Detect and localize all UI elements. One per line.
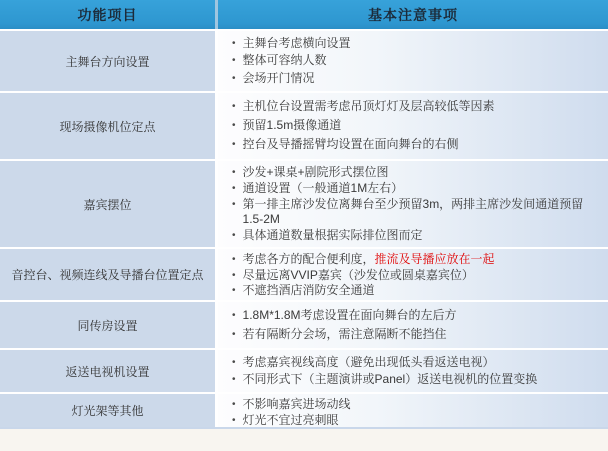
bullet-icon: • — [232, 356, 236, 368]
bullet-text: 若有隔断分会场，需注意隔断不能挡住 — [242, 326, 447, 341]
bullet-icon: • — [232, 373, 236, 385]
bullet-icon: • — [232, 229, 236, 241]
bullet-text: 考虑各方的配合便利度， — [242, 252, 375, 266]
bullet-icon: • — [232, 269, 236, 281]
bullet-text: 预留1.5m摄像通道 — [242, 118, 342, 133]
table-row — [0, 93, 608, 161]
bullet-text: 控台及导播摇臂均设置在面向舞台的右侧 — [242, 137, 459, 152]
bullet-icon: • — [232, 37, 236, 49]
bullet-item — [232, 99, 600, 115]
bullet-text: 整体可容纳人数 — [242, 53, 327, 68]
table-row — [0, 350, 608, 394]
bullet-text: 灯光不宜过亮刺眼 — [242, 412, 339, 427]
bullet-item — [232, 228, 600, 244]
function-cell: 主舞台方向设置 — [0, 31, 215, 91]
bullet-item — [232, 327, 600, 343]
bullet-icon: • — [232, 199, 236, 211]
bullet-text: 通道设置（一般通道1M左右） — [242, 180, 404, 195]
table-body — [0, 31, 608, 427]
function-cell: 返送电视机设置 — [0, 350, 215, 392]
bullet-item — [232, 36, 600, 52]
bullet-icon: • — [232, 310, 236, 321]
bullet-item — [232, 53, 600, 69]
bullet-icon: • — [232, 139, 236, 151]
bullet-text: 不同形式下（主题演讲或Panel）返送电视机的位置变换 — [242, 371, 538, 386]
bullet-icon: • — [232, 166, 236, 178]
bullet-text: 会场开门情况 — [242, 70, 315, 85]
bullet-text: 不遮挡酒店消防安全通道 — [242, 283, 375, 297]
function-cell: 灯光架等其他 — [0, 394, 215, 427]
bullet-icon: • — [232, 120, 236, 132]
function-cell: 现场摄像机位定点 — [0, 93, 215, 159]
bullet-item — [232, 197, 600, 227]
bullet-item — [232, 283, 600, 299]
bullet-text: 不影响嘉宾进场动线 — [242, 397, 351, 411]
function-cell: 同传房设置 — [0, 302, 215, 348]
bullet-text: 主机位台设置需考虑吊顶灯灯及层高较低等因素 — [242, 99, 495, 114]
bullet-icon: • — [232, 399, 236, 410]
table-row — [0, 249, 608, 302]
bullet-item — [232, 137, 600, 153]
bullet-icon: • — [232, 72, 236, 84]
bullet-item — [232, 71, 600, 87]
bullet-item — [232, 118, 600, 134]
bullet-icon: • — [232, 101, 236, 113]
bullet-item — [232, 397, 600, 413]
bullet-item — [232, 181, 600, 197]
table-row — [0, 31, 608, 93]
notes-cell — [218, 93, 608, 159]
page-background-strip — [0, 443, 608, 451]
bullet-icon: • — [232, 328, 236, 340]
notes-cell — [218, 249, 608, 300]
bullet-icon: • — [232, 254, 236, 265]
bullet-item — [232, 165, 600, 181]
table-header-row — [0, 0, 608, 31]
notes-cell — [218, 302, 608, 348]
bullet-text: 沙发+课桌+剧院形式摆位图 — [242, 164, 389, 179]
table-row — [0, 161, 608, 249]
header-cell-function-items: 功能项目 — [77, 6, 138, 23]
notes-cell — [218, 31, 608, 91]
table-row — [0, 302, 608, 350]
notes-cell — [218, 394, 608, 427]
bullet-item — [232, 355, 600, 371]
function-cell: 音控台、视频连线及导播台位置定点 — [0, 249, 215, 300]
bullet-text: 推流及导播应放在一起 — [374, 252, 495, 266]
bullet-item — [232, 252, 600, 268]
bullet-item — [232, 413, 600, 429]
bullet-icon: • — [232, 285, 236, 296]
bullet-text: 具体通道数量根据实际排位图而定 — [242, 227, 423, 242]
bullet-text: 尽量远离VVIP嘉宾（沙发位或圆桌嘉宾位） — [242, 267, 474, 282]
bullet-icon: • — [232, 55, 236, 67]
notes-cell — [218, 161, 608, 247]
bullet-item — [232, 308, 600, 324]
bullet-text: 第一排主席沙发位离舞台至少预留3m，两排主席沙发间通道预留1.5-2M — [242, 197, 584, 227]
notes-cell — [218, 350, 608, 392]
bullet-text: 考虑嘉宾视线高度（避免出现低头看返送电视） — [242, 354, 495, 369]
bullet-text: 1.8M*1.8M考虑设置在面向舞台的左后方 — [242, 308, 457, 322]
bullet-icon: • — [232, 182, 236, 194]
header-cell-basic-notes: 基本注意事项 — [368, 6, 458, 23]
function-cell: 嘉宾摆位 — [0, 161, 215, 247]
bullet-item — [232, 372, 600, 388]
table-row — [0, 394, 608, 427]
bullet-text: 主舞台考虑横向设置 — [242, 35, 351, 50]
bullet-icon: • — [232, 414, 236, 426]
bullet-item — [232, 268, 600, 284]
